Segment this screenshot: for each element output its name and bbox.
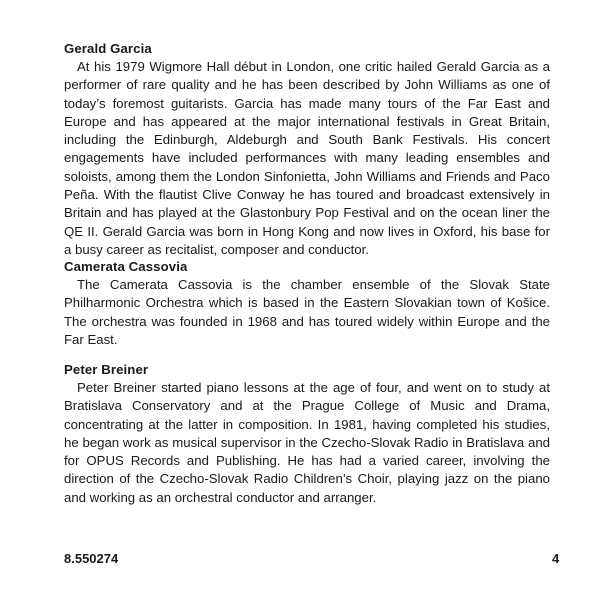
section-body: At his 1979 Wigmore Hall début in London, one critic hailed Gerald Garcia as a performer of rare quality and he has been described by John Williams as one of today’s foremost guitarists. Garcia has made many tours of the Far East and Europe and has appeared at the major international festivals in Great Britain, including the Edinburgh, Aldeburgh and South Bank Festivals. His concert engagements have included performances with many leading ensembles and soloists, among them the London Sinfonietta, John Williams and Friends and Paco Peña. With the flautist Clive Conway he has toured and broadcast extensively in Britain and has played at the Glastonbury Pop Festival and on the ocean liner the QE II. Gerald Garcia was born in Hong Kong and now lives in Oxford, his base for a busy career as recitalist, composer and conductor. (64, 59, 550, 257)
page-number: 4 (552, 551, 560, 566)
catalog-number: 8.550274 (64, 551, 119, 566)
section-heading: Gerald Garcia (64, 41, 152, 56)
biography-gerald-garcia (64, 40, 550, 259)
biography-peter-breiner (64, 361, 550, 507)
section-heading: Peter Breiner (64, 362, 149, 377)
biography-camerata-cassovia (64, 258, 550, 349)
section-body: The Camerata Cassovia is the chamber ensemble of the Slovak State Philharmonic Orchestra which is based in the Eastern Slovakian town of Košice. The orchestra was founded in 1968 and has toured widely within Europe and the Far East. (64, 277, 550, 347)
section-heading: Camerata Cassovia (64, 259, 188, 274)
section-body: Peter Breiner started piano lessons at the age of four, and went on to study at Bratislava Conservatory and at the Prague College of Music and Drama, concentrating at the latter in composition. In 1981, having completed his studies, he began work as musical supervisor in the Czecho-Slovak Radio in Bratislava and for OPUS Records and Publishing. He has had a varied career, involving the direction of the Czecho-Slovak Radio Children’s Choir, playing jazz on the piano and working as an orchestral conductor and arranger. (64, 380, 550, 505)
